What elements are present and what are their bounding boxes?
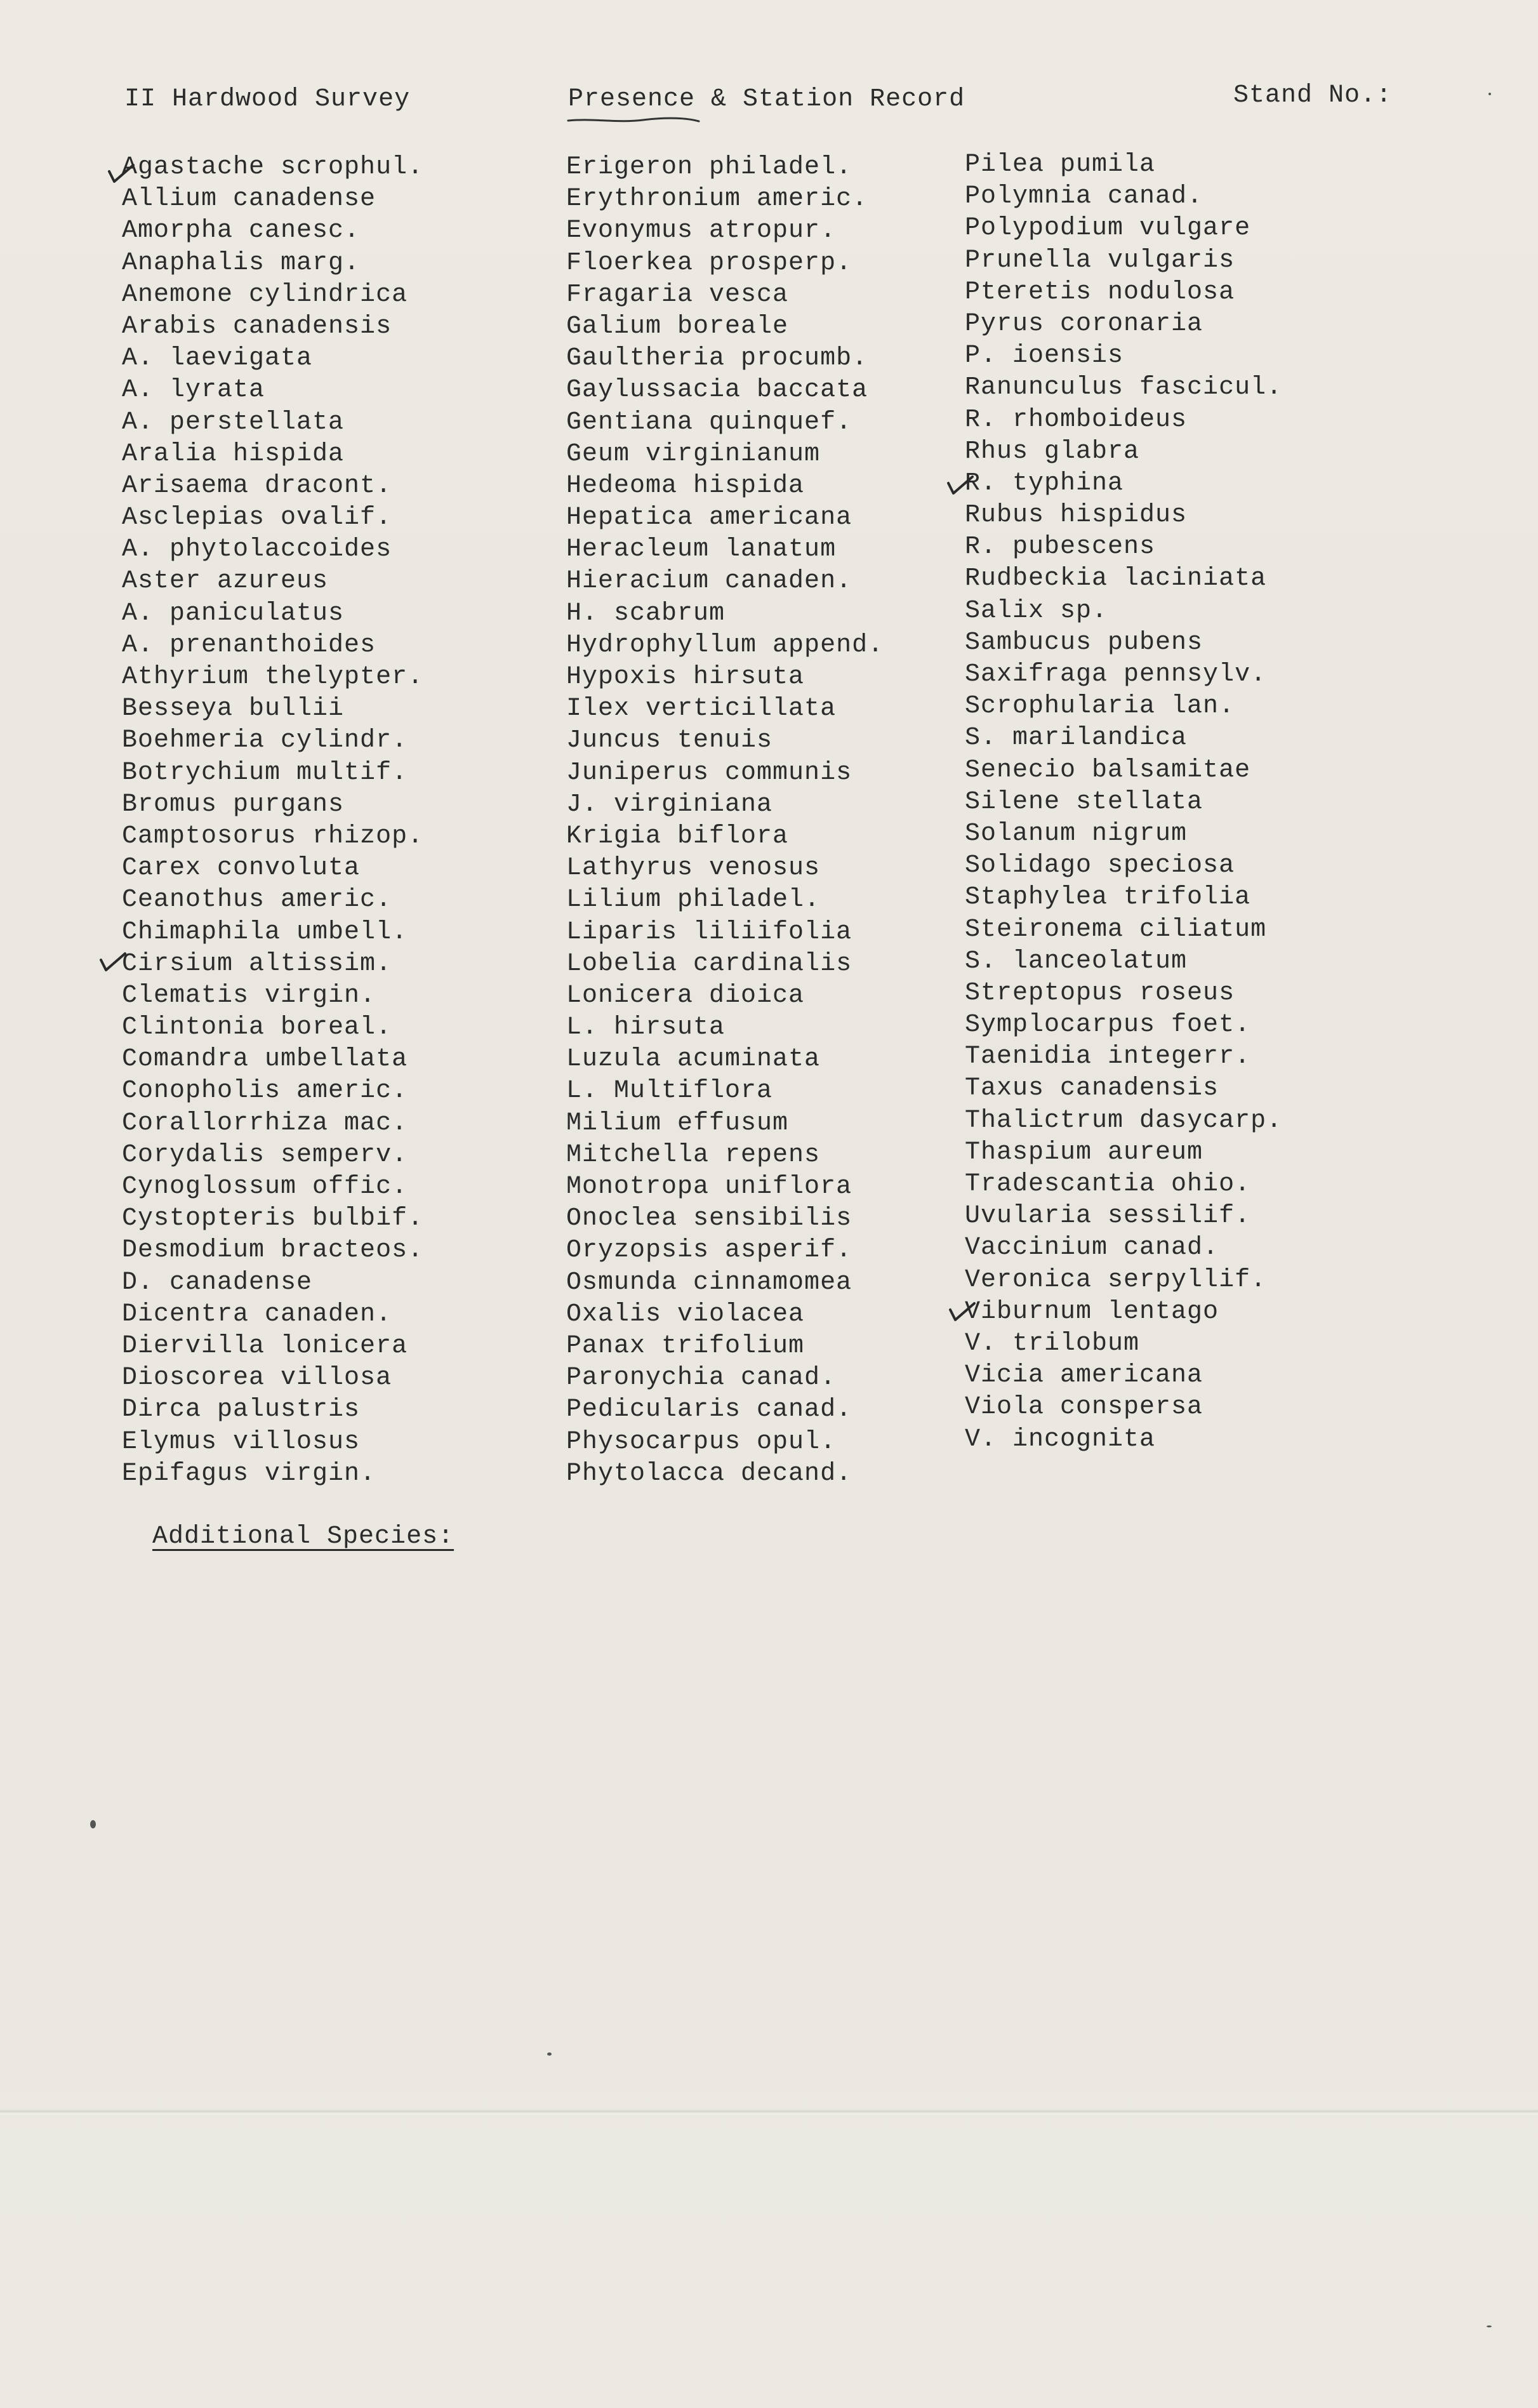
species-item: Thalictrum dasycarp. <box>965 1106 1283 1135</box>
species-item: Athyrium thelypter. <box>122 663 424 691</box>
species-item: Clintonia boreal. <box>122 1013 392 1042</box>
species-item: Hieracium canaden. <box>566 567 852 596</box>
species-item: Cynoglossum offic. <box>122 1173 408 1201</box>
species-item: Juniperus communis <box>566 758 852 787</box>
species-item: Fragaria vesca <box>566 280 789 309</box>
species-item: Agastache scrophul. <box>122 153 424 182</box>
species-item: Luzula acuminata <box>566 1045 821 1074</box>
species-item: Oxalis violacea <box>566 1300 805 1329</box>
species-item: Erigeron philadel. <box>566 153 852 182</box>
species-item: Carex convoluta <box>122 854 361 883</box>
additional-species-label: Additional Species: <box>152 1522 454 1551</box>
species-item: Viburnum lentago <box>965 1297 1219 1326</box>
paper-fold-line <box>0 2109 1538 2115</box>
species-item: Physocarpus opul. <box>566 1427 837 1456</box>
species-item: Sambucus pubens <box>965 628 1203 657</box>
handwritten-underline <box>567 116 700 124</box>
species-item: V. trilobum <box>965 1329 1140 1358</box>
species-item: Hydrophyllum append. <box>566 630 884 660</box>
species-item: Tradescantia ohio. <box>965 1170 1251 1199</box>
species-item: L. hirsuta <box>566 1013 726 1042</box>
species-item: Bromus purgans <box>122 790 345 819</box>
species-item: Comandra umbellata <box>122 1045 408 1074</box>
survey-title: II Hardwood Survey <box>124 85 411 114</box>
species-item: P. ioensis <box>965 342 1124 371</box>
species-item: Gaultheria procumb. <box>566 344 868 373</box>
record-title: Presence & Station Record <box>568 85 965 114</box>
species-item: Pteretis nodulosa <box>965 277 1235 307</box>
species-item: Rudbeckia laciniata <box>965 564 1267 594</box>
species-item: R. pubescens <box>965 533 1156 562</box>
species-column-3 <box>965 149 1282 1456</box>
species-item: A. prenanthoides <box>122 630 376 660</box>
species-item: Viola conspersa <box>965 1393 1203 1422</box>
species-item: Evonymus atropur. <box>566 216 837 246</box>
check-mark-icon <box>107 160 136 185</box>
species-item: Hypoxis hirsuta <box>566 663 805 691</box>
species-item: Asclepias ovalif. <box>122 503 392 533</box>
species-item: Phytolacca decand. <box>566 1459 852 1488</box>
species-item: S. marilandica <box>965 724 1188 753</box>
species-item: Geum virginianum <box>566 439 821 469</box>
species-item: Amorpha canesc. <box>122 216 361 246</box>
species-item: Oryzopsis asperif. <box>566 1236 852 1265</box>
species-item: Pedicularis canad. <box>566 1395 852 1425</box>
species-item: Symplocarpus foet. <box>965 1011 1251 1040</box>
species-item: Liparis liliifolia <box>566 917 852 947</box>
species-item: Epifagus virgin. <box>122 1459 376 1488</box>
species-item: Steironema ciliatum <box>965 915 1267 944</box>
species-item: Chimaphila umbell. <box>122 917 408 947</box>
paper-speck <box>90 1820 96 1828</box>
species-item: Pilea pumila <box>965 150 1156 179</box>
species-item: Paronychia canad. <box>566 1364 837 1393</box>
paper-speck <box>1488 93 1491 95</box>
species-item: Streptopus roseus <box>965 978 1235 1008</box>
species-item: Scrophularia lan. <box>965 692 1235 721</box>
species-item: A. perstellata <box>122 408 345 437</box>
species-item: Arisaema dracont. <box>122 471 392 500</box>
species-item: Heracleum lanatum <box>566 535 837 564</box>
paper-speck <box>547 2052 552 2056</box>
paper-speck <box>1487 2325 1492 2327</box>
species-item: Ilex verticillata <box>566 695 837 724</box>
species-item: Dioscorea villosa <box>122 1364 392 1393</box>
species-item: Lonicera dioica <box>566 981 805 1010</box>
species-item: H. scabrum <box>566 599 726 628</box>
species-item: Pyrus coronaria <box>965 309 1203 338</box>
species-item: Veronica serpyllif. <box>965 1265 1267 1294</box>
species-item: Silene stellata <box>965 787 1203 816</box>
species-item: Rhus glabra <box>965 437 1140 466</box>
species-item: Mitchella repens <box>566 1140 821 1169</box>
species-item: Dicentra canaden. <box>122 1300 392 1329</box>
species-item: D. canadense <box>122 1268 313 1297</box>
species-item: Thaspium aureum <box>965 1138 1203 1167</box>
species-item: Staphylea trifolia <box>965 883 1251 912</box>
species-item: Anaphalis marg. <box>122 248 361 277</box>
species-item: Polymnia canad. <box>965 182 1203 211</box>
species-column-1 <box>122 152 423 1490</box>
species-item: Taxus canadensis <box>965 1074 1219 1103</box>
species-item: Dirca palustris <box>122 1395 361 1425</box>
species-item: Anemone cylindrica <box>122 280 408 309</box>
species-item: Corallorrhiza mac. <box>122 1108 408 1138</box>
species-item: Camptosorus rhizop. <box>122 822 424 851</box>
species-item: Lilium philadel. <box>566 886 821 915</box>
species-item: Diervilla lonicera <box>122 1331 408 1360</box>
species-item: Solanum nigrum <box>965 819 1188 848</box>
species-item: Senecio balsamitae <box>965 755 1251 785</box>
species-item: Elymus villosus <box>122 1427 361 1456</box>
species-item: J. virginiana <box>566 790 773 819</box>
species-item: Besseya bullii <box>122 695 345 724</box>
species-item: Arabis canadensis <box>122 312 392 341</box>
species-column-2 <box>566 152 884 1490</box>
species-item: Lobelia cardinalis <box>566 949 852 978</box>
species-item: Rubus hispidus <box>965 501 1188 530</box>
species-item: R. typhina <box>965 469 1124 498</box>
species-item: Krigia biflora <box>566 822 789 851</box>
species-item: Cystopteris bulbif. <box>122 1204 424 1234</box>
species-item: Lathyrus venosus <box>566 854 821 883</box>
species-item: L. Multiflora <box>566 1077 773 1106</box>
species-item: Milium effusum <box>566 1108 789 1138</box>
species-item: Hedeoma hispida <box>566 471 805 500</box>
species-item: Gaylussacia baccata <box>566 376 868 405</box>
species-item: A. lyrata <box>122 376 265 405</box>
species-item: Gentiana quinquef. <box>566 408 852 437</box>
species-item: R. rhomboideus <box>965 405 1188 434</box>
species-item: Vicia americana <box>965 1361 1203 1390</box>
species-item: Aster azureus <box>122 567 329 596</box>
species-item: Allium canadense <box>122 185 376 214</box>
species-item: Galium boreale <box>566 312 789 341</box>
species-item: Hepatica americana <box>566 503 852 533</box>
species-item: Floerkea prosperp. <box>566 248 852 277</box>
species-item: S. lanceolatum <box>965 947 1188 976</box>
species-item: V. incognita <box>965 1425 1156 1454</box>
species-item: Salix sp. <box>965 596 1108 625</box>
species-item: Boehmeria cylindr. <box>122 726 408 755</box>
species-item: Vaccinium canad. <box>965 1234 1219 1263</box>
species-item: Ceanothus americ. <box>122 886 392 915</box>
species-item: Clematis virgin. <box>122 981 376 1010</box>
species-item: Saxifraga pennsylv. <box>965 660 1267 689</box>
species-item: Cirsium altissim. <box>122 949 392 978</box>
species-item: Monotropa uniflora <box>566 1173 852 1201</box>
species-item: Ranunculus fascicul. <box>965 373 1283 402</box>
check-mark-icon <box>946 472 975 497</box>
species-item: Juncus tenuis <box>566 726 773 755</box>
species-item: A. paniculatus <box>122 599 345 628</box>
species-item: Aralia hispida <box>122 439 345 469</box>
species-item: Botrychium multif. <box>122 758 408 787</box>
species-item: Panax trifolium <box>566 1331 805 1360</box>
species-item: Desmodium bracteos. <box>122 1236 424 1265</box>
species-item: Conopholis americ. <box>122 1077 408 1106</box>
species-item: A. laevigata <box>122 344 313 373</box>
species-item: Taenidia integerr. <box>965 1042 1251 1072</box>
species-item: Solidago speciosa <box>965 851 1235 881</box>
check-mark-icon <box>98 948 128 974</box>
check-mark-icon <box>948 1298 977 1324</box>
species-item: Osmunda cinnamomea <box>566 1268 852 1297</box>
species-item: Polypodium vulgare <box>965 214 1251 243</box>
species-item: Uvularia sessilif. <box>965 1202 1251 1231</box>
species-item: Onoclea sensibilis <box>566 1204 852 1234</box>
species-item: A. phytolaccoides <box>122 535 392 564</box>
species-item: Corydalis semperv. <box>122 1140 408 1169</box>
species-item: Erythronium americ. <box>566 185 868 214</box>
stand-number-label: Stand No.: <box>1233 81 1393 110</box>
species-item: Prunella vulgaris <box>965 246 1235 275</box>
